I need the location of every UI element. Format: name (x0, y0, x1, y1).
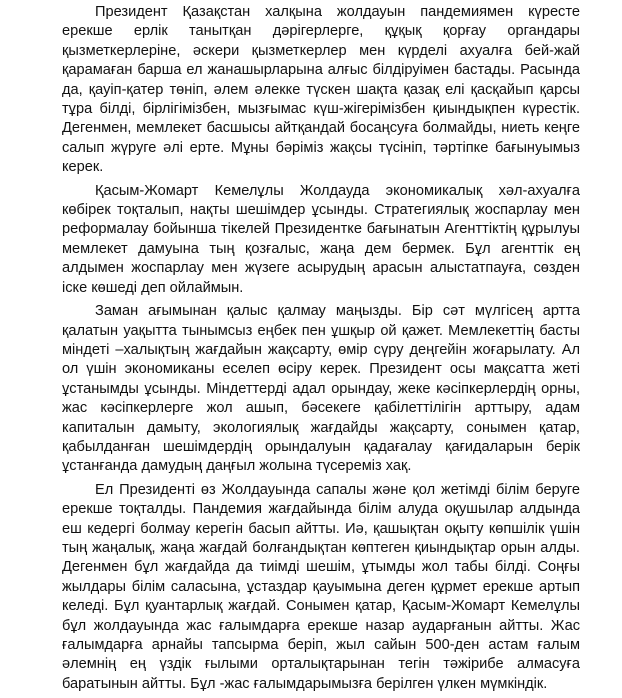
paragraph-economy: Қасым-Жомарт Кемелұлы Жолдауда экономикалық хәл-ахуалға көбірек тоқталып, нақты шешімдер ұсынды. Стратегиялық жоспарлау мен реформалау бойынша тікелей Президентке бағынатын Агенттіктің құрылуы мемлекет дамуына тың қозғалыс, жаңа дем бермек. Бұл агенттік ең алдымен жоспарлау мен жүзеге асырудың арасын алыстатпауға, сөзден іске көшеді деп ойлаймын. (62, 182, 580, 296)
paragraph-pandemic: Президент Қазақстан халқына жолдауын пандемиямен күресте ерекше ерлік танытқан дәрігерлерге, құқық қорғау органдары қызметкерлеріне, әскери қызметкерлер мен күрделі ахуалға бей-жай қарамаған барша ел жанашырларына алғыс білдіруімен бастады. Расында да, қауіп-қатер төніп, әлем әлекке түскен шақта қазақ елі қасқайып қарсы тұра білді, бірлігімізбен, мызғымас күш-жігерімізбен қиындықпен күрестік. Дегенмен, мемлекет басшысы айтқандай босаңсуға болмайды, ниеть кеңге салып жүруге әлі ерте. Мұны бәріміз жақсы түсініп, тәртіпке бағынуымыз керек. (62, 4, 580, 176)
article-body (62, 3, 580, 698)
paragraph-education: Ел Президенті өз Жолдауында сапалы және қол жетімді білім беруге ерекше тоқталды. Пандемия жағдайында білім алуда оқушылар алдында еш кедергі болмау керегін басып айтты. Иә, қашықтан оқыту көпшілік үшін тың жаңалық, жаңа жағдай болғандықтан көптеген қиындықтар орын алды. Дегенмен бұл жағдайда да тиімді шешім, ұтымды жол табы білді. Соңғы жылдары білім саласына, ұстаздар қауымына деген құрмет ерекше артып келеді. Бұл қуантарлық жағдай. Сонымен қатар, Қасым-Жомарт Кемелұлы бұл жолдауында жас ғалымдарға ерекше назар аударғанын айтты. Жас ғалымдарға арнайы тапсырма беріп, жыл сайын 500-ден астам ғалым әлемнің ең үздік ғылыми орталықтарынан тегін тәжірибе алмасуға баратынын айтты. Бұл -жас ғалымдарымызға берілген үлкен мүмкіндік. (62, 481, 580, 692)
paragraph-development: Заман ағымынан қалыс қалмау маңызды. Бір сәт мүлгісең артта қалатын уақытта тынымсыз еңбек пен ұшқыр ой қажет. Мемлекеттің басты міндеті –халықтың жағдайын жақсарту, өмір сүру деңгейін жоғарылату. Ал ол үшін экономиканы еселеп өсіру керек. Президент осы мақсатта жеті ұстанымды ұсынды. Міндеттерді адал орындау, жеке кәсіпкерлердің орны, жас кәсіпкерлерге жол ашып, бәсекеге қабілеттілігін арттыру, адам капиталын дамыту, экологиялық жағдайды жақсарту, сонымен қатар, қабылданған шешімдердің орындалуын қадағалау қағидаларын берік ұстанғанда дамудың даңғыл жолына түсереміз хақ. (62, 303, 580, 475)
